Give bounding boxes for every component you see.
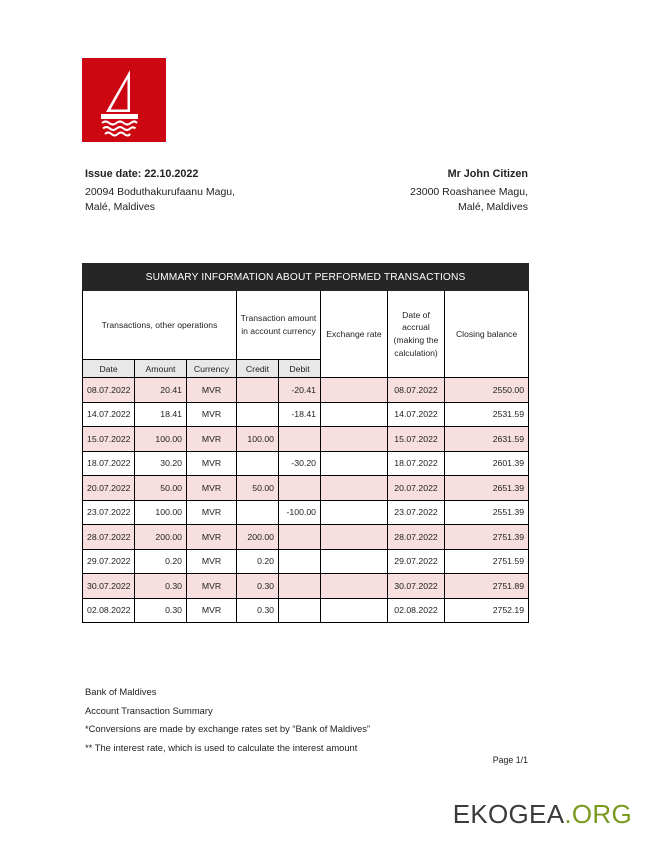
column-header-date: Date	[83, 360, 135, 378]
cell-exchange-rate	[321, 476, 388, 501]
cell-debit	[279, 525, 321, 550]
issuer-address-line-1: 20094 Boduthakurufaanu Magu,	[85, 185, 236, 198]
cell-amount: 0.30	[135, 574, 187, 599]
cell-amount: 50.00	[135, 476, 187, 501]
cell-exchange-rate	[321, 378, 388, 403]
cell-credit: 0.30	[237, 598, 279, 623]
cell-amount: 20.41	[135, 378, 187, 403]
cell-closing-balance: 2631.59	[445, 427, 529, 452]
cell-date: 14.07.2022	[83, 402, 135, 427]
cell-exchange-rate	[321, 549, 388, 574]
footer-notes	[85, 683, 370, 757]
recipient-address-line-2: Malé, Maldives	[457, 201, 528, 213]
transactions-table-container	[82, 263, 528, 623]
cell-currency: MVR	[187, 402, 237, 427]
cell-exchange-rate	[321, 427, 388, 452]
column-header-debit: Debit	[279, 360, 321, 378]
cell-closing-balance: 2751.39	[445, 525, 529, 550]
cell-exchange-rate	[321, 574, 388, 599]
footer-bank-name: Bank of Maldives	[85, 686, 157, 697]
cell-currency: MVR	[187, 598, 237, 623]
cell-credit	[237, 451, 279, 476]
cell-currency: MVR	[187, 476, 237, 501]
cell-closing-balance: 2550.00	[445, 378, 529, 403]
cell-date: 08.07.2022	[83, 378, 135, 403]
cell-closing-balance: 2751.59	[445, 549, 529, 574]
cell-credit: 200.00	[237, 525, 279, 550]
cell-exchange-rate	[321, 402, 388, 427]
table-row	[83, 402, 529, 427]
cell-closing-balance: 2651.39	[445, 476, 529, 501]
cell-accrual-date: 08.07.2022	[388, 378, 445, 403]
cell-exchange-rate	[321, 525, 388, 550]
cell-date: 29.07.2022	[83, 549, 135, 574]
transactions-table	[82, 263, 529, 623]
cell-currency: MVR	[187, 500, 237, 525]
cell-credit: 50.00	[237, 476, 279, 501]
cell-exchange-rate	[321, 500, 388, 525]
cell-amount: 100.00	[135, 500, 187, 525]
cell-date: 28.07.2022	[83, 525, 135, 550]
cell-credit: 0.20	[237, 549, 279, 574]
cell-amount: 30.20	[135, 451, 187, 476]
footer-document-type: Account Transaction Summary	[85, 704, 213, 716]
cell-debit: -100.00	[279, 500, 321, 525]
cell-credit: 100.00	[237, 427, 279, 452]
cell-accrual-date: 14.07.2022	[388, 402, 445, 427]
transactions-table-body	[83, 378, 529, 623]
cell-date: 02.08.2022	[83, 598, 135, 623]
issue-date: Issue date: 22.10.2022	[85, 168, 199, 180]
footer-note-interest-rate: ** The interest rate, which is used to calculate the interest amount	[85, 741, 358, 753]
table-row	[83, 500, 529, 525]
cell-date: 18.07.2022	[83, 451, 135, 476]
cell-currency: MVR	[187, 574, 237, 599]
cell-closing-balance: 2601.39	[445, 451, 529, 476]
table-row	[83, 525, 529, 550]
cell-credit: 0.30	[237, 574, 279, 599]
cell-exchange-rate	[321, 598, 388, 623]
cell-debit	[279, 574, 321, 599]
cell-amount: 0.20	[135, 549, 187, 574]
group-header-closing-balance: Closing balance	[445, 291, 529, 378]
cell-accrual-date: 23.07.2022	[388, 500, 445, 525]
group-header-transaction-amount: Transaction amount in account currency	[237, 291, 321, 360]
table-row	[83, 598, 529, 623]
bank-logo	[82, 58, 166, 142]
table-row	[83, 451, 529, 476]
cell-amount: 200.00	[135, 525, 187, 550]
cell-closing-balance: 2551.39	[445, 500, 529, 525]
column-header-currency: Currency	[187, 360, 237, 378]
cell-credit	[237, 378, 279, 403]
cell-date: 15.07.2022	[83, 427, 135, 452]
cell-debit	[279, 598, 321, 623]
column-header-amount: Amount	[135, 360, 187, 378]
cell-accrual-date: 20.07.2022	[388, 476, 445, 501]
cell-currency: MVR	[187, 525, 237, 550]
cell-accrual-date: 18.07.2022	[388, 451, 445, 476]
group-header-transactions: Transactions, other operations	[83, 291, 237, 360]
table-row	[83, 574, 529, 599]
cell-debit: -30.20	[279, 451, 321, 476]
cell-amount: 0.30	[135, 598, 187, 623]
table-row	[83, 427, 529, 452]
cell-credit	[237, 402, 279, 427]
table-row	[83, 476, 529, 501]
table-row	[83, 549, 529, 574]
cell-credit	[237, 500, 279, 525]
cell-debit	[279, 427, 321, 452]
cell-debit	[279, 549, 321, 574]
cell-currency: MVR	[187, 378, 237, 403]
sailboat-dhoni-icon	[82, 58, 166, 142]
cell-accrual-date: 02.08.2022	[388, 598, 445, 623]
footer-note-conversions: *Conversions are made by exchange rates set by “Bank of Maldives”	[85, 723, 371, 734]
cell-closing-balance: 2751.89	[445, 574, 529, 599]
table-row	[83, 378, 529, 403]
cell-debit: -20.41	[279, 378, 321, 403]
cell-currency: MVR	[187, 427, 237, 452]
cell-debit: -18.41	[279, 402, 321, 427]
cell-accrual-date: 15.07.2022	[388, 427, 445, 452]
cell-date: 23.07.2022	[83, 500, 135, 525]
watermark-primary: EKOGEA	[452, 799, 565, 829]
recipient-address-line-1: 23000 Roashanee Magu,	[410, 185, 528, 198]
cell-amount: 18.41	[135, 402, 187, 427]
page-number: Page 1/1	[492, 755, 528, 765]
recipient-block	[410, 167, 528, 216]
cell-debit	[279, 476, 321, 501]
column-header-credit: Credit	[237, 360, 279, 378]
table-title: SUMMARY INFORMATION ABOUT PERFORMED TRANSACTIONS	[83, 264, 529, 291]
cell-closing-balance: 2531.59	[445, 402, 529, 427]
cell-currency: MVR	[187, 549, 237, 574]
recipient-name: Mr John Citizen	[447, 168, 528, 180]
cell-currency: MVR	[187, 451, 237, 476]
group-header-date-of-accrual: Date of accrual (making the calculation)	[388, 291, 445, 378]
cell-exchange-rate	[321, 451, 388, 476]
cell-date: 20.07.2022	[83, 476, 135, 501]
cell-date: 30.07.2022	[83, 574, 135, 599]
cell-accrual-date: 29.07.2022	[388, 549, 445, 574]
issuer-address-line-2: Malé, Maldives	[85, 201, 156, 213]
cell-accrual-date: 28.07.2022	[388, 525, 445, 550]
group-header-exchange-rate: Exchange rate	[321, 291, 388, 378]
cell-amount: 100.00	[135, 427, 187, 452]
cell-closing-balance: 2752.19	[445, 598, 529, 623]
issuer-block	[85, 167, 235, 216]
watermark	[453, 799, 632, 830]
watermark-secondary: .ORG	[564, 799, 632, 829]
cell-accrual-date: 30.07.2022	[388, 574, 445, 599]
